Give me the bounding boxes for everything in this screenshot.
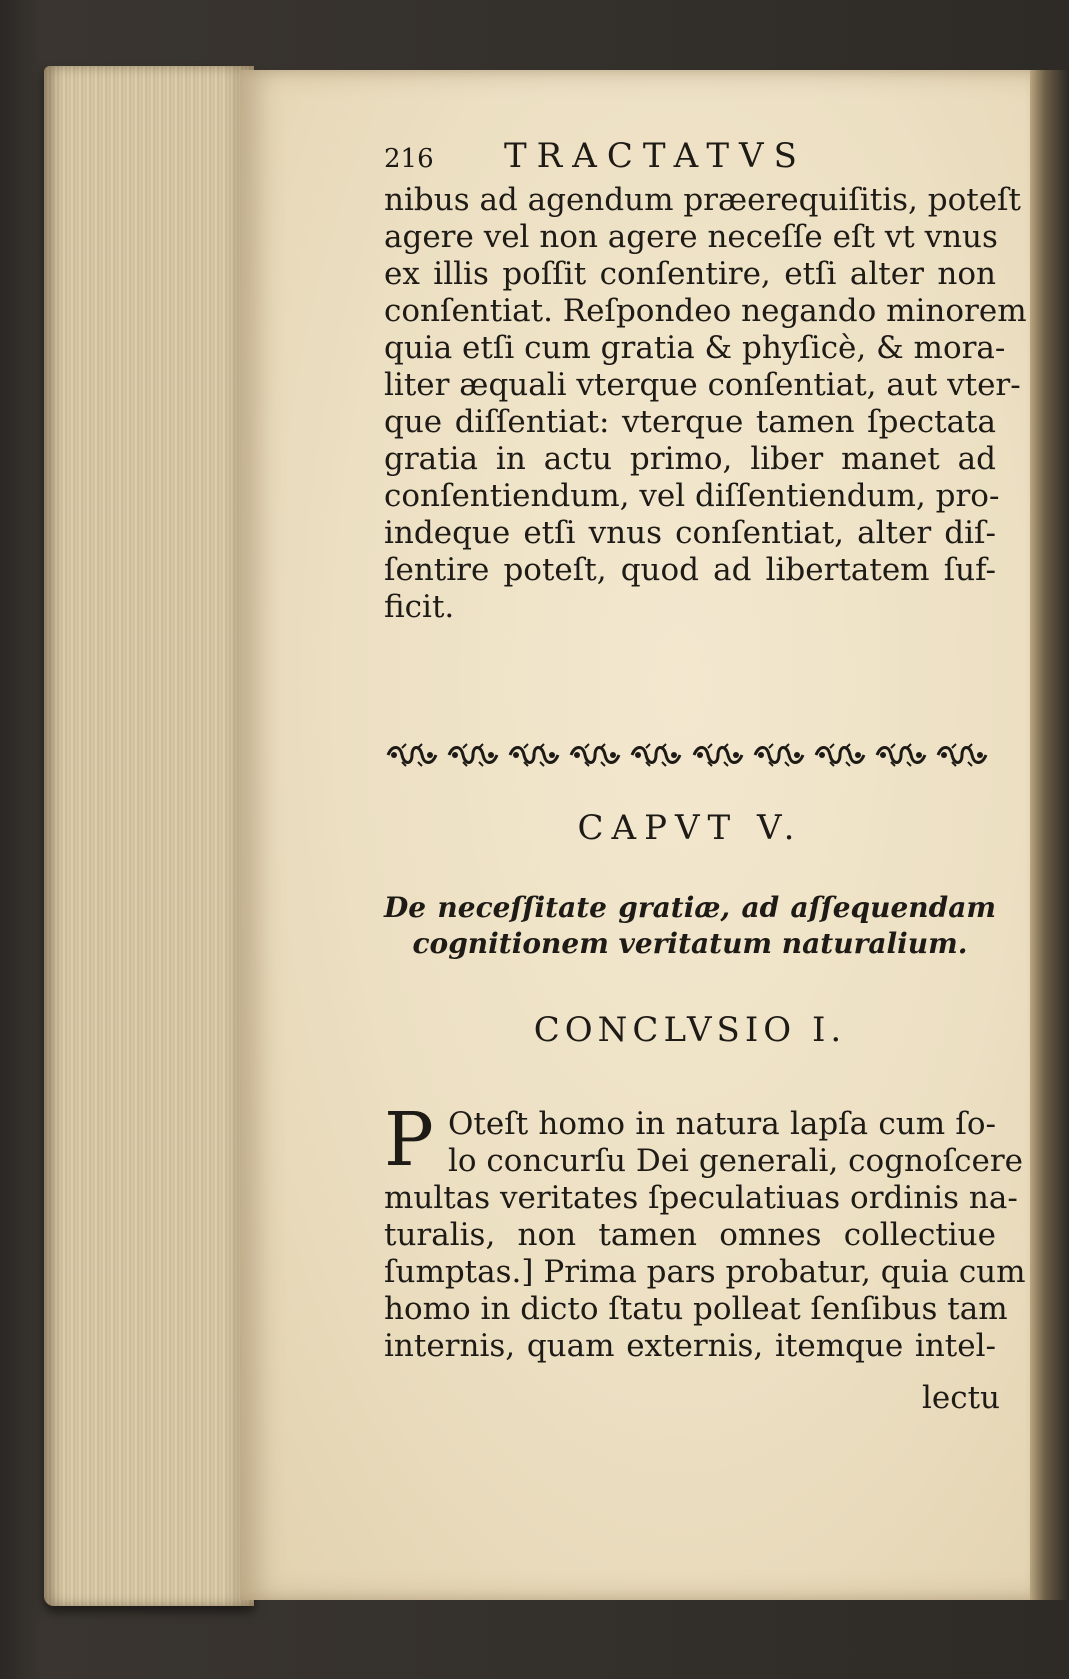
text-line: homo in dicto ſtatu polleat ſenſibus tam <box>384 1291 1008 1327</box>
running-title: TRACTATVS <box>504 136 807 176</box>
text-line: liter æquali vterque conſentiat, aut vter- <box>384 367 1021 403</box>
conclusion-heading: CONCLVSIO I. <box>533 1010 847 1050</box>
conclusion-paragraph <box>384 1097 1026 1365</box>
book-gutter <box>1030 70 1069 1600</box>
text-line: nibus ad agendum præerequiſitis, poteſt <box>384 182 1021 218</box>
fleuron-ornament <box>384 742 440 768</box>
text-line: turalis, non tamen omnes collectiue <box>384 1217 996 1253</box>
text-line: que diſſentiat: vterque tamen ſpectata <box>384 404 996 440</box>
fleuron-ornament <box>873 742 929 768</box>
text-line: lo concurſu Dei generali, cognoſcere <box>448 1143 1024 1179</box>
text-line: ſumptas.] Prima pars probatur, quia cum <box>384 1254 1026 1290</box>
chapter-subtitle <box>384 890 996 962</box>
page-number: 216 <box>384 144 434 174</box>
fleuron-ornament <box>934 742 990 768</box>
drop-cap: P <box>384 1097 434 1183</box>
text-line: agere vel non agere neceſſe eſt vt vnus <box>384 219 998 255</box>
text-block <box>384 136 1027 626</box>
text-line: Oteſt homo in natura lapſa cum ſo- <box>448 1106 996 1142</box>
text-line: conſentiendum, vel diſſentiendum, pro- <box>384 478 1000 514</box>
paragraph <box>384 182 1027 626</box>
fleuron-ornament <box>628 742 684 768</box>
running-head <box>384 136 996 182</box>
text-line: ſentire poteſt, quod ad libertatem ſuf- <box>384 552 996 588</box>
text-line: ficit. <box>384 589 455 625</box>
subtitle-line: cognitionem veritatum naturalium. <box>412 927 968 960</box>
fleuron-ornament <box>751 742 807 768</box>
chapter-heading: CAPVT V. <box>577 808 803 848</box>
text-line: internis, quam externis, itemque intel- <box>384 1328 996 1364</box>
text-line: gratia in actu primo, liber manet ad <box>384 441 996 477</box>
text-line: quia etſi cum gratia & phyſicè, & mora- <box>384 330 1006 366</box>
subtitle-line: De neceſſitate gratiæ, ad aſſequendam <box>384 891 996 924</box>
text-line: ex illis poſſit conſentire, etſi alter non <box>384 256 996 292</box>
text-line: indeque etſi vnus conſentiat, alter diſ- <box>384 515 996 551</box>
ornament-rule <box>384 740 990 770</box>
fleuron-ornament <box>812 742 868 768</box>
text-line: multas veritates ſpeculatiuas ordinis na- <box>384 1180 1018 1216</box>
fleuron-ornament <box>506 742 562 768</box>
fleuron-ornament <box>690 742 746 768</box>
text-line: conſentiat. Reſpondeo negando minorem <box>384 293 1027 329</box>
catchword: lectu <box>921 1380 1000 1416</box>
page-edges <box>44 66 254 1606</box>
fleuron-ornament <box>567 742 623 768</box>
fleuron-ornament <box>445 742 501 768</box>
